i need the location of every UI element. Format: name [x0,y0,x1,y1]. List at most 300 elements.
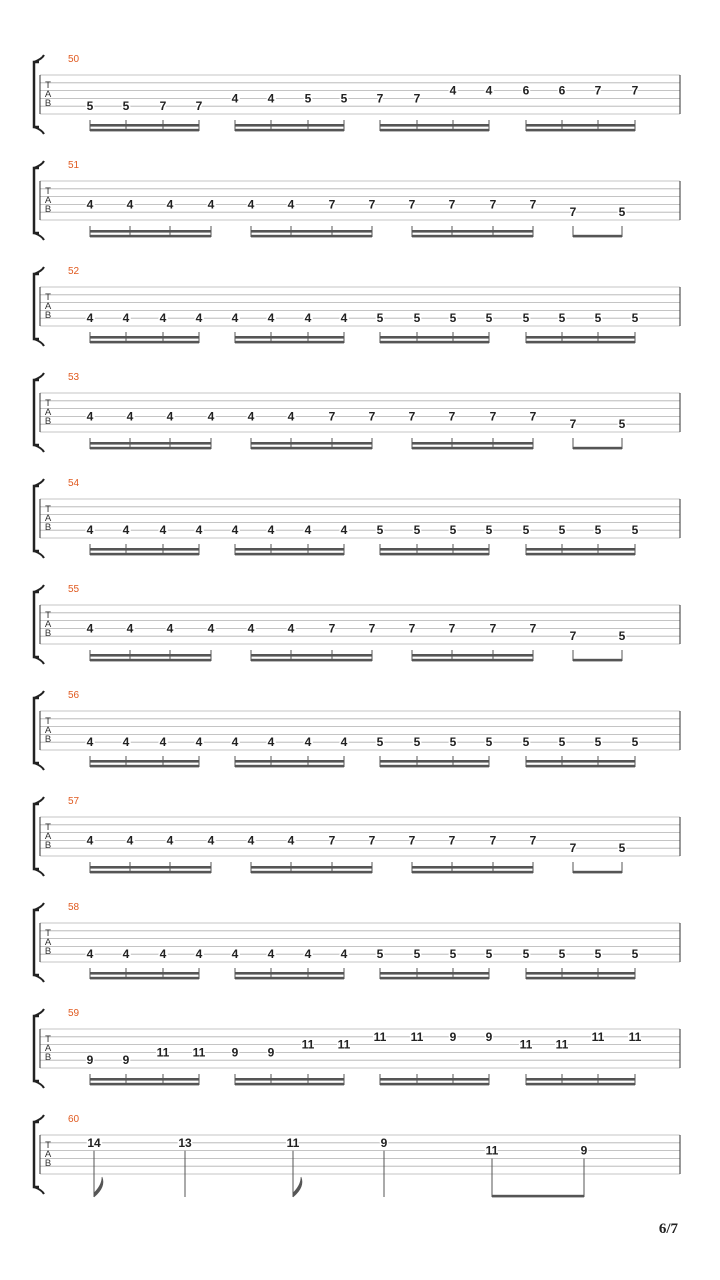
beam-secondary [90,972,199,975]
eighth-flag [94,1177,103,1197]
beam-secondary [235,1078,344,1081]
measure-number: 53 [68,372,80,383]
tab-system [34,160,680,240]
fret-number: 4 [449,83,457,98]
beam-secondary [235,548,344,551]
beam-secondary [412,654,533,657]
system-bracket [34,804,39,869]
fret-number: 5 [522,735,530,750]
beam [412,659,533,662]
tab-clef-letter: T [45,292,51,303]
fret-number: 11 [286,1135,300,1150]
fret-number: 4 [267,91,275,106]
fret-number: 4 [304,311,312,326]
tab-clef-letter: B [44,1158,52,1169]
tab-clef-letter: T [45,1034,51,1045]
tab-clef-letter: A [44,619,52,630]
beam-secondary [235,336,344,339]
measure-number: 51 [68,160,80,171]
measure-number: 56 [68,690,80,701]
beam [90,553,199,556]
fret-number: 4 [340,523,348,538]
beam-secondary [526,124,635,127]
fret-number: 11 [485,1143,499,1158]
fret-number: 7 [631,83,639,98]
tab-system [34,796,680,876]
system-bracket [34,380,39,445]
fret-number: 7 [328,197,336,212]
fret-number: 5 [618,205,626,220]
tab-clef-letter: A [44,407,52,418]
fret-number: 11 [410,1029,424,1044]
fret-number: 11 [301,1037,315,1052]
tab-system [34,54,680,134]
tab-clef-letter: B [44,734,52,745]
measure-number: 59 [68,1008,80,1019]
tab-system [34,266,680,346]
fret-number: 5 [485,735,493,750]
beam [235,765,344,768]
fret-number: 5 [594,735,602,750]
fret-number: 4 [122,947,130,962]
fret-number: 4 [166,409,174,424]
beam [90,235,211,238]
fret-number: 11 [337,1037,351,1052]
fret-number: 4 [340,947,348,962]
fret-number: 13 [178,1135,192,1150]
fret-number: 5 [594,947,602,962]
beam [380,341,489,344]
tab-clef-letter: A [44,89,52,100]
fret-number: 11 [156,1045,170,1060]
fret-number: 4 [86,621,94,636]
fret-number: 9 [380,1135,388,1150]
fret-number: 4 [86,833,94,848]
tab-clef-letter: T [45,822,51,833]
fret-number: 6 [558,83,566,98]
fret-number: 4 [340,311,348,326]
fret-number: 5 [449,735,457,750]
fret-number: 4 [267,311,275,326]
fret-number: 4 [126,833,134,848]
beam [251,871,372,874]
beam-secondary [526,1078,635,1081]
fret-number: 9 [485,1029,493,1044]
fret-number: 4 [86,735,94,750]
tab-clef-letter: T [45,504,51,515]
beam-secondary [90,760,199,763]
fret-number: 5 [558,311,566,326]
system-bracket [34,274,39,339]
beam-secondary [90,1078,199,1081]
fret-number: 5 [413,311,421,326]
fret-number: 7 [448,197,456,212]
tab-system [34,372,680,452]
fret-number: 7 [448,409,456,424]
fret-number: 7 [489,409,497,424]
tab-clef-letter: A [44,937,52,948]
fret-number: 5 [340,91,348,106]
fret-number: 4 [122,311,130,326]
fret-number: 7 [368,621,376,636]
fret-number: 5 [631,311,639,326]
fret-number: 5 [376,947,384,962]
fret-number: 7 [408,197,416,212]
fret-number: 5 [376,523,384,538]
beam-secondary [235,124,344,127]
fret-number: 4 [159,735,167,750]
tab-system [34,1114,680,1197]
tab-system [34,584,680,664]
fret-number: 4 [86,409,94,424]
fret-number: 4 [166,621,174,636]
fret-number: 4 [207,197,215,212]
beam [380,977,489,980]
tab-clef-letter: A [44,513,52,524]
beam-secondary [251,654,372,657]
fret-number: 7 [368,197,376,212]
fret-number: 4 [267,947,275,962]
fret-number: 4 [287,197,295,212]
fret-number: 4 [159,947,167,962]
beam [90,765,199,768]
fret-number: 11 [192,1045,206,1060]
fret-number: 4 [195,947,203,962]
beam [526,553,635,556]
beam [90,977,199,980]
beam [573,871,622,874]
fret-number: 4 [126,409,134,424]
fret-number: 4 [86,947,94,962]
tab-clef-letter: B [44,310,52,321]
fret-number: 5 [618,841,626,856]
measure-number: 60 [68,1114,80,1125]
fret-number: 6 [522,83,530,98]
beam [235,553,344,556]
fret-number: 4 [267,735,275,750]
system-bracket [34,592,39,657]
beam [90,1083,199,1086]
fret-number: 7 [594,83,602,98]
fret-number: 4 [122,735,130,750]
fret-number: 5 [558,735,566,750]
fret-number: 5 [522,947,530,962]
fret-number: 7 [328,833,336,848]
tab-clef-letter: B [44,840,52,851]
beam [235,1083,344,1086]
beam-secondary [90,442,211,445]
beam-secondary [251,442,372,445]
fret-number: 7 [529,197,537,212]
fret-number: 4 [207,409,215,424]
tab-clef-letter: B [44,946,52,957]
fret-number: 4 [231,735,239,750]
beam [526,341,635,344]
eighth-flag [293,1177,302,1197]
fret-number: 7 [569,629,577,644]
beam [492,1195,584,1198]
tab-clef-letter: A [44,195,52,206]
fret-number: 4 [86,197,94,212]
tab-clef-letter: A [44,1043,52,1054]
tab-system [34,478,680,558]
beam [412,235,533,238]
fret-number: 5 [449,947,457,962]
fret-number: 4 [304,523,312,538]
fret-number: 11 [628,1029,642,1044]
tab-clef-letter: A [44,301,52,312]
fret-number: 5 [618,629,626,644]
fret-number: 7 [376,91,384,106]
fret-number: 4 [195,735,203,750]
fret-number: 5 [618,417,626,432]
fret-number: 5 [594,523,602,538]
fret-number: 5 [485,311,493,326]
fret-number: 4 [231,947,239,962]
beam [90,129,199,132]
beam-secondary [412,230,533,233]
beam-secondary [251,230,372,233]
system-bracket [34,910,39,975]
fret-number: 7 [159,99,167,114]
beam [573,659,622,662]
beam [573,235,622,238]
beam-secondary [235,760,344,763]
measure-number: 55 [68,584,80,595]
fret-number: 5 [558,947,566,962]
beam [90,341,199,344]
beam [251,659,372,662]
fret-number: 7 [408,621,416,636]
tab-clef-letter: T [45,398,51,409]
fret-number: 7 [489,621,497,636]
beam [573,447,622,450]
measure-number: 50 [68,54,80,65]
beam-secondary [90,654,211,657]
tab-clef-letter: B [44,204,52,215]
beam-secondary [380,1078,489,1081]
fret-number: 4 [304,947,312,962]
tab-clef-letter: B [44,522,52,533]
page-number: 6/7 [658,1221,678,1237]
beam [235,977,344,980]
fret-number: 4 [86,311,94,326]
fret-number: 4 [195,523,203,538]
beam [526,765,635,768]
beam-secondary [526,972,635,975]
fret-number: 7 [368,833,376,848]
fret-number: 4 [287,409,295,424]
fret-number: 5 [485,947,493,962]
system-bracket [34,698,39,763]
tab-clef-letter: T [45,186,51,197]
fret-number: 7 [408,833,416,848]
beam-secondary [526,760,635,763]
beam-secondary [412,442,533,445]
tab-clef-letter: A [44,1149,52,1160]
system-bracket [34,62,39,127]
beam [380,129,489,132]
fret-number: 9 [86,1053,94,1068]
system-bracket [34,1122,39,1187]
fret-number: 5 [449,311,457,326]
fret-number: 7 [368,409,376,424]
beam-secondary [251,866,372,869]
beam [380,553,489,556]
fret-number: 11 [519,1037,533,1052]
fret-number: 4 [267,523,275,538]
beam-secondary [380,760,489,763]
fret-number: 4 [247,621,255,636]
fret-number: 4 [247,833,255,848]
tab-clef-letter: A [44,725,52,736]
beam [235,341,344,344]
beam-secondary [526,336,635,339]
fret-number: 7 [529,621,537,636]
system-bracket [34,1016,39,1081]
fret-number: 4 [126,197,134,212]
measure-number: 57 [68,796,80,807]
fret-number: 9 [267,1045,275,1060]
fret-number: 4 [207,621,215,636]
tab-system [34,690,680,770]
fret-number: 5 [413,735,421,750]
fret-number: 4 [247,197,255,212]
fret-number: 4 [166,197,174,212]
tab-clef-letter: T [45,928,51,939]
fret-number: 7 [408,409,416,424]
fret-number: 4 [122,523,130,538]
fret-number: 9 [231,1045,239,1060]
fret-number: 7 [569,841,577,856]
tab-clef-letter: T [45,80,51,91]
fret-number: 5 [413,947,421,962]
fret-number: 7 [195,99,203,114]
beam [380,1083,489,1086]
system-bracket [34,486,39,551]
fret-number: 11 [591,1029,605,1044]
tab-clef-letter: B [44,98,52,109]
fret-number: 4 [231,311,239,326]
fret-number: 7 [489,833,497,848]
beam-secondary [90,124,199,127]
fret-number: 4 [485,83,493,98]
tab-clef-letter: B [44,1052,52,1063]
beam-secondary [380,124,489,127]
fret-number: 9 [122,1053,130,1068]
fret-number: 5 [558,523,566,538]
fret-number: 5 [522,523,530,538]
fret-number: 5 [449,523,457,538]
tab-clef-letter: A [44,831,52,842]
tab-clef-letter: T [45,1140,51,1151]
beam [412,447,533,450]
beam-secondary [526,548,635,551]
fret-number: 5 [376,311,384,326]
beam-secondary [90,336,199,339]
fret-number: 5 [485,523,493,538]
fret-number: 7 [529,833,537,848]
beam [90,659,211,662]
fret-number: 4 [247,409,255,424]
fret-number: 7 [569,205,577,220]
beam-secondary [380,336,489,339]
tab-system [34,902,680,982]
fret-number: 4 [304,735,312,750]
fret-number: 7 [569,417,577,432]
fret-number: 9 [449,1029,457,1044]
fret-number: 4 [195,311,203,326]
beam-secondary [90,548,199,551]
fret-number: 5 [376,735,384,750]
fret-number: 4 [126,621,134,636]
tab-clef-letter: T [45,716,51,727]
beam [526,129,635,132]
fret-number: 4 [207,833,215,848]
measure-number: 52 [68,266,80,277]
measure-number: 54 [68,478,80,489]
beam-secondary [90,866,211,869]
beam [251,447,372,450]
fret-number: 14 [87,1135,101,1150]
beam [526,977,635,980]
fret-number: 4 [287,621,295,636]
fret-number: 7 [448,833,456,848]
beam [90,871,211,874]
beam [526,1083,635,1086]
fret-number: 4 [231,91,239,106]
fret-number: 7 [328,621,336,636]
fret-number: 4 [287,833,295,848]
fret-number: 7 [413,91,421,106]
fret-number: 7 [448,621,456,636]
beam [235,129,344,132]
fret-number: 11 [373,1029,387,1044]
fret-number: 5 [413,523,421,538]
fret-number: 5 [594,311,602,326]
beam-secondary [235,972,344,975]
beam-secondary [412,866,533,869]
fret-number: 4 [159,311,167,326]
tab-system [34,1008,680,1088]
fret-number: 7 [489,197,497,212]
fret-number: 7 [328,409,336,424]
fret-number: 5 [631,523,639,538]
tab-clef-letter: B [44,416,52,427]
fret-number: 11 [555,1037,569,1052]
system-bracket [34,168,39,233]
fret-number: 4 [231,523,239,538]
fret-number: 4 [86,523,94,538]
beam [380,765,489,768]
beam-secondary [380,972,489,975]
tab-clef-letter: B [44,628,52,639]
fret-number: 5 [631,735,639,750]
fret-number: 5 [86,99,94,114]
fret-number: 5 [122,99,130,114]
fret-number: 5 [522,311,530,326]
beam-secondary [380,548,489,551]
beam-secondary [90,230,211,233]
fret-number: 7 [529,409,537,424]
measure-number: 58 [68,902,80,913]
beam [90,447,211,450]
fret-number: 4 [166,833,174,848]
fret-number: 4 [159,523,167,538]
beam [251,235,372,238]
fret-number: 9 [580,1143,588,1158]
fret-number: 5 [304,91,312,106]
